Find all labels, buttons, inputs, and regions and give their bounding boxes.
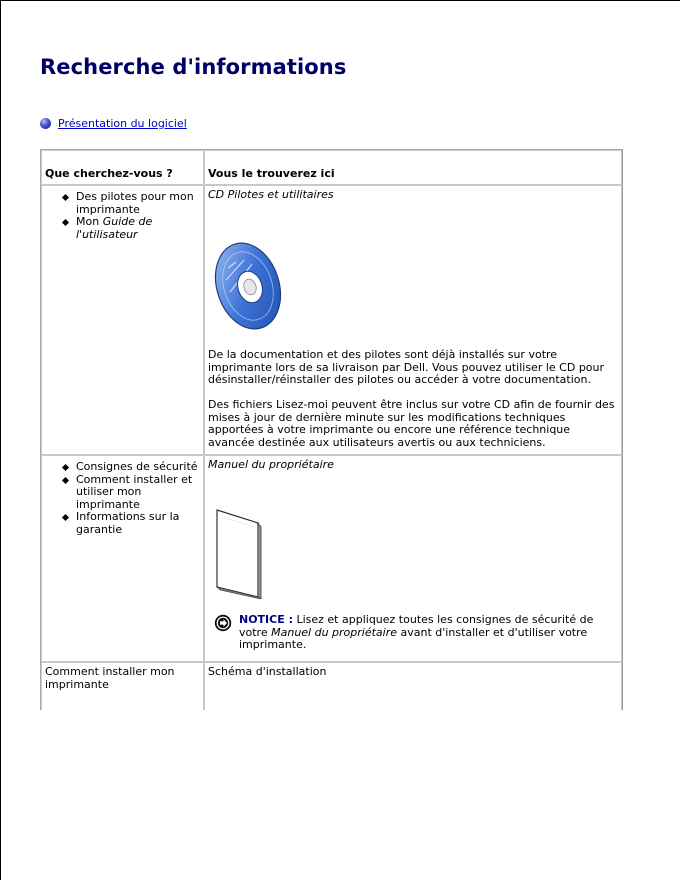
blue-ball-bullet-icon — [40, 118, 51, 129]
owners-manual-booklet-image — [214, 507, 618, 603]
notice-label: NOTICE : — [239, 613, 293, 627]
nav-link-row — [40, 117, 187, 130]
list-item: Consignes de sécurité — [76, 461, 200, 474]
readme-description: Des fichiers Lisez-moi peuvent être inclus sur votre CD afin de fournir des mises à jour de dernière minute sur les modifications techniques apportées à votre imprimante ou encore une référence technique avancée destinée aux utilisateurs avertis ou aux techniciens. — [208, 397, 615, 449]
list-item: Informations sur la garantie — [76, 511, 200, 536]
notice-block — [214, 614, 618, 652]
list-item: Mon Guide de l'utilisateur — [76, 216, 200, 241]
info-table — [40, 149, 623, 710]
row-source-cell — [204, 185, 622, 455]
topic-list — [45, 461, 200, 537]
notice-arrow-icon — [214, 614, 232, 652]
table-row — [41, 662, 622, 710]
table-header-row — [41, 150, 622, 185]
row-topics-cell: Comment installer mon imprimante — [41, 662, 204, 710]
page-title: Recherche d'informations — [40, 55, 347, 79]
source-title: CD Pilotes et utilitaires — [208, 188, 334, 201]
notice-text: NOTICE : Lisez et appliquez toutes les consignes de sécurité de votre Manuel du propriétaire avant d'installer et d'utiliser votre imprimante. — [239, 613, 594, 652]
cd-description: De la documentation et des pilotes sont déjà installés sur votre imprimante lors de sa livraison par Dell. Vous pouvez utiliser le CD pour désinstaller/réinstaller des pilotes ou accéder à votre documentation. — [208, 348, 605, 387]
topic-list — [45, 191, 200, 241]
source-title: Manuel du propriétaire — [208, 458, 334, 471]
list-item: Comment installer et utiliser mon imprimante — [76, 474, 200, 512]
page-frame-left — [0, 0, 1, 880]
list-item: Des pilotes pour mon imprimante — [76, 191, 200, 216]
row-source-cell: Schéma d'installation — [204, 662, 622, 710]
row-source-cell — [204, 455, 622, 662]
row-topics-cell — [41, 185, 204, 455]
info-table-viewport — [40, 149, 623, 710]
header-where-found: Vous le trouverez ici — [204, 150, 622, 185]
header-what-looking-for: Que cherchez-vous ? — [41, 150, 204, 185]
cd-disc-image — [214, 240, 618, 336]
table-row — [41, 455, 622, 662]
page-frame-top — [0, 0, 680, 1]
software-overview-link[interactable]: Présentation du logiciel — [58, 117, 187, 130]
row-topics-cell — [41, 455, 204, 662]
table-row — [41, 185, 622, 455]
